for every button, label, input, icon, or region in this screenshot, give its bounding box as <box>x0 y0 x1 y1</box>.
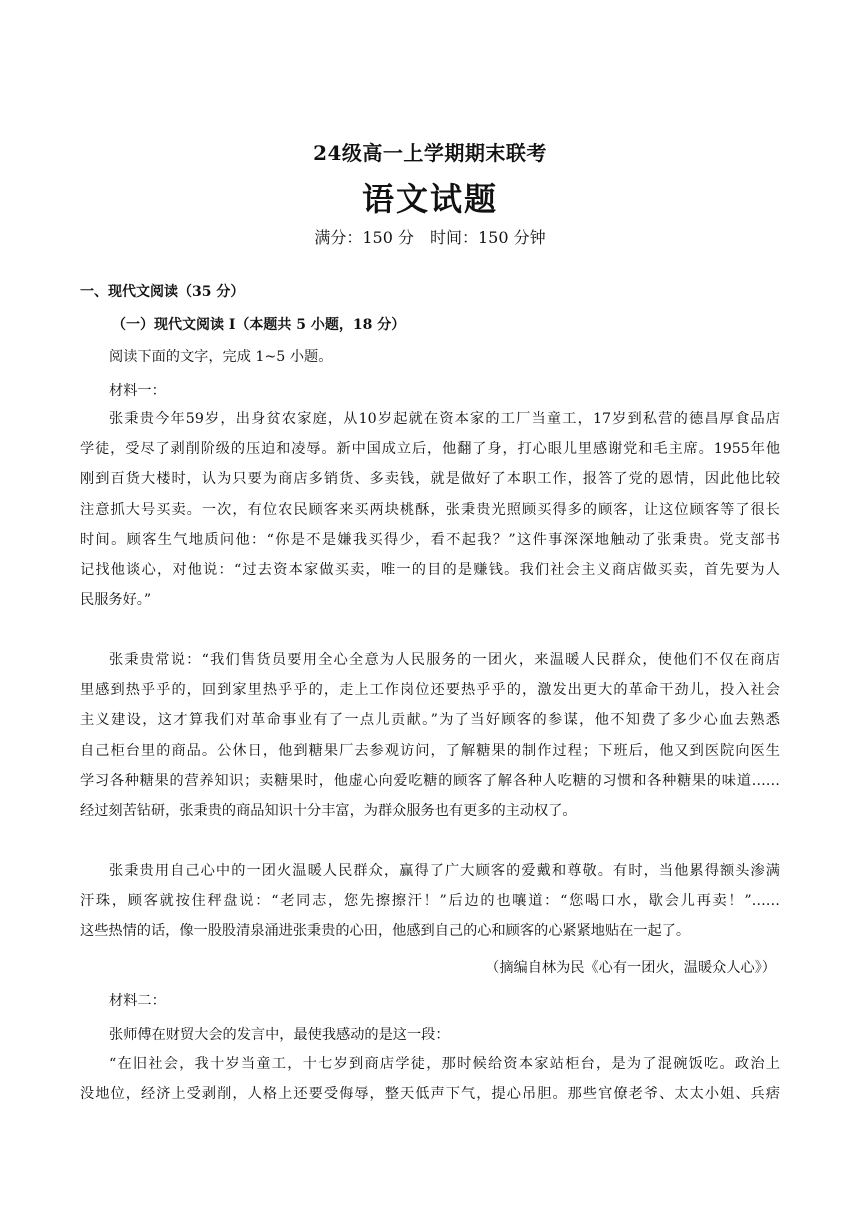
text-line: 学徒，受尽了剥削阶级的压迫和凌辱。新中国成立后，他翻了身，打心眼儿里感谢党和毛主席。1955年他 <box>80 441 781 458</box>
instruction: 阅读下面的文字，完成 1~5 小题。 <box>109 349 333 365</box>
paragraph-3 <box>80 856 780 947</box>
paragraph-1 <box>80 404 780 615</box>
text-line: 学习各种糖果的营养知识；卖糖果时，他虚心向爱吃糖的顾客了解各种人吃糖的习惯和各种糖果的味道…… <box>80 772 780 789</box>
material2-label: 材料二： <box>109 993 166 1009</box>
text-line: 张秉贵用自己心中的一团火温暖人民群众，赢得了广大顾客的爱戴和尊敬。有时，当他累得额头渗满 <box>109 863 780 879</box>
text-line: 这些热情的话，像一股股清泉涌进张秉贵的心田，他感到自己的心和顾客的心紧紧地贴在一起了。 <box>80 923 691 940</box>
text-line: 民服务好。” <box>80 592 152 609</box>
text-line: “在旧社会，我十岁当童工，十七岁到商店学徒，那时候给资本家站柜台，是为了混碗饭吃。政治上 <box>109 1056 780 1072</box>
text-line: 张秉贵今年59岁，出身贫农家庭，从10岁起就在资本家的工厂当童工，17岁到私营的德昌厚食品店 <box>109 411 780 427</box>
section-title: 一、现代文阅读（35 分） <box>80 284 245 300</box>
text-line: 记找他谈心，对他说：“过去资本家做买卖，唯一的目的是赚钱。我们社会主义商店做买卖，首先要为人 <box>80 561 780 578</box>
text-line: 没地位，经济上受剥削，人格上还要受侮辱，整天低声下气，提心吊胆。那些官僚老爷、太太小姐、兵痞 <box>80 1086 780 1103</box>
exam-title: 24级高一上学期期末联考 <box>313 141 547 165</box>
material1-label: 材料一： <box>109 383 166 399</box>
source-citation: （摘编自林为民《心有一团火，温暖众人心》） <box>485 960 776 976</box>
text-line: 刚到百货大楼时，认为只要为商店多销货、多卖钱，就是做好了本职工作，报答了党的恩情，因此他比较 <box>80 471 780 488</box>
exam-meta: 满分：150 分 时间：150 分钟 <box>314 228 546 247</box>
subsection-title: （一）现代文阅读 I（本题共 5 小题，18 分） <box>112 317 406 333</box>
paragraph-4: 张师傅在财贸大会的发言中，最使我感动的是这一段： <box>109 1027 450 1043</box>
text-line: 经过刻苦钻研，张秉贵的商品知识十分丰富，为群众服务也有更多的主动权了。 <box>80 802 577 819</box>
paragraph-2 <box>80 645 780 826</box>
text-line: 里感到热乎乎的，回到家里热乎乎的，走上工作岗位还要热乎乎的，激发出更大的革命干劲儿，投入社会 <box>80 682 780 699</box>
text-line: 时间。顾客生气地质问他：“你是不是嫌我买得少，看不起我？”这件事深深地触动了张秉贵。党支部书 <box>80 531 780 548</box>
paragraph-5 <box>80 1049 780 1109</box>
subject-title: 语文试题 <box>361 180 498 218</box>
text-line: 主义建设，这才算我们对革命事业有了一点儿贡献。”为了当好顾客的参谋，他不知费了多少心血去熟悉 <box>80 712 780 729</box>
text-line: 张秉贵常说：“我们售货员要用全心全意为人民服务的一团火，来温暖人民群众，使他们不仅在商店 <box>109 652 780 668</box>
text-line: 自己柜台里的商品。公休日，他到糖果厂去参观访问，了解糖果的制作过程；下班后，他又到医院向医生 <box>80 742 780 759</box>
text-line: 注意抓大号买卖。一次，有位农民顾客来买两块桃酥，张秉贵光照顾买得多的顾客，让这位顾客等了很长 <box>80 501 780 518</box>
text-line: 汗珠，顾客就按住秤盘说：“老同志，您先擦擦汗！”后边的也嚷道：“您喝口水，歇会儿再卖！”…… <box>80 893 780 910</box>
